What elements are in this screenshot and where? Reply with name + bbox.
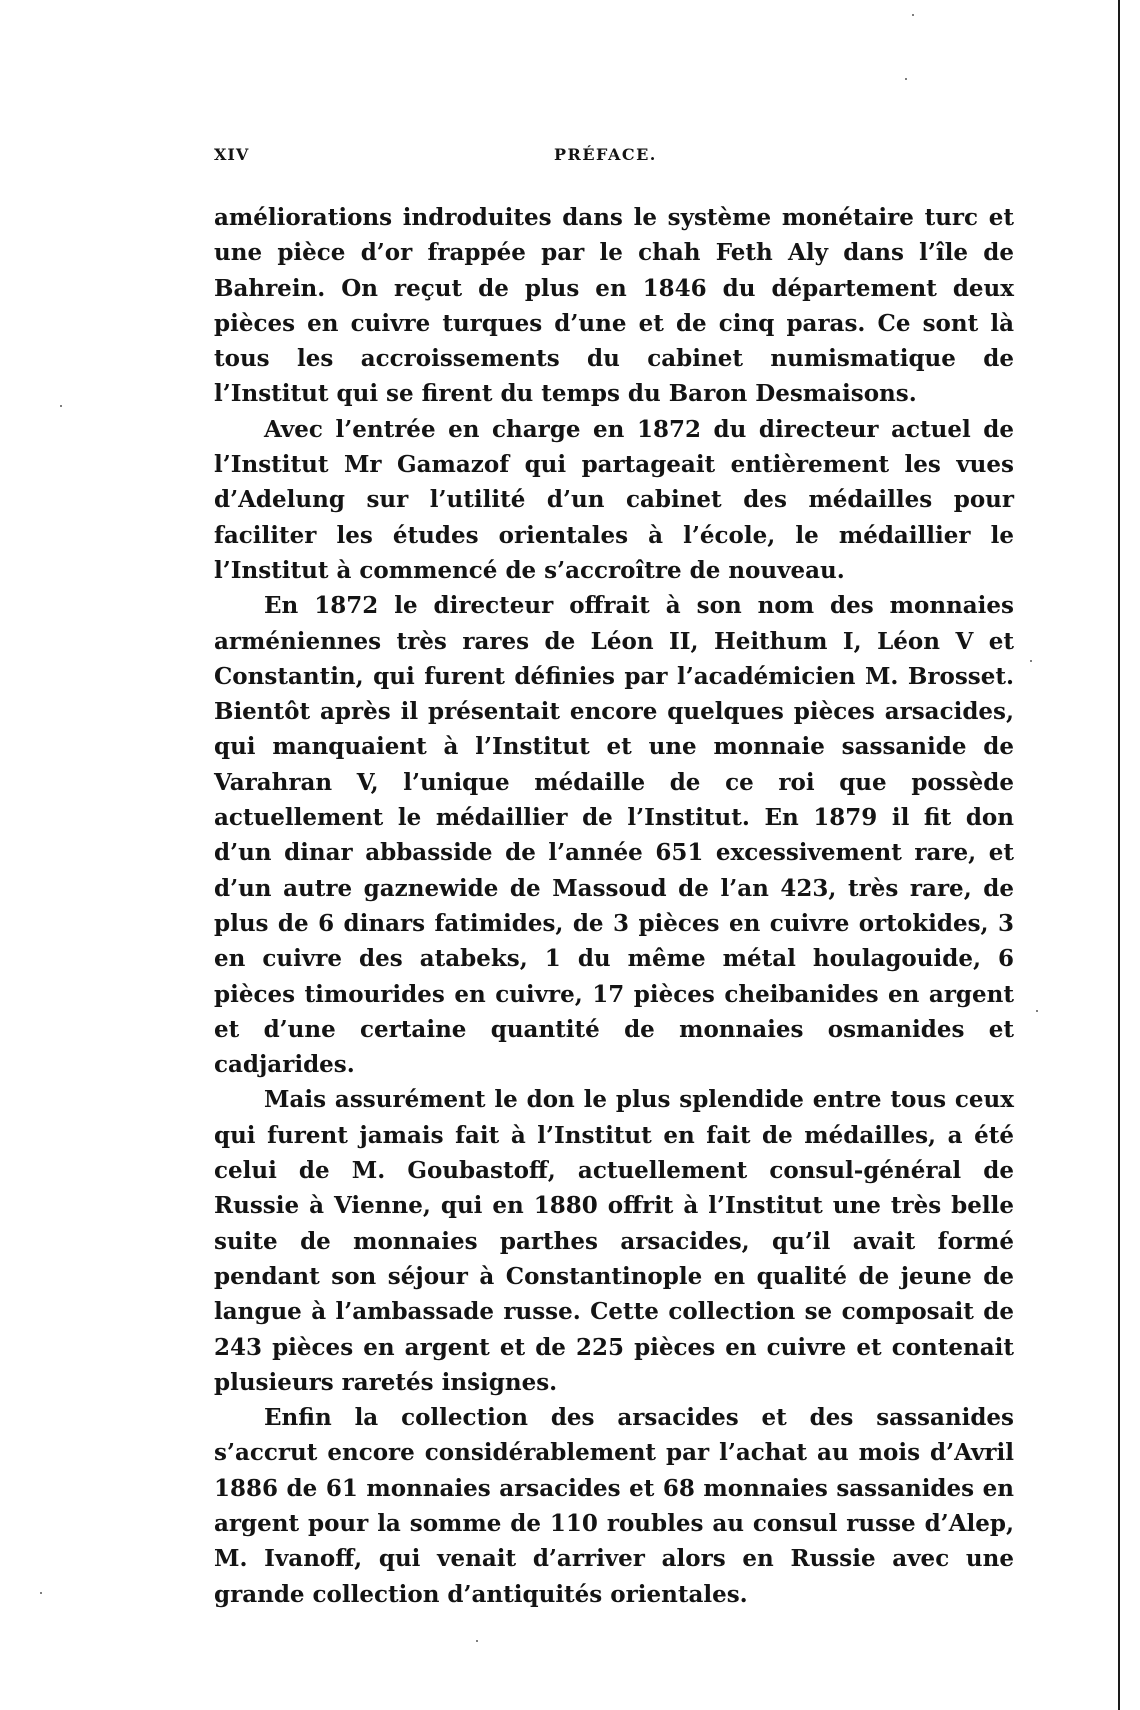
paragraph-2: Avec l’entrée en charge en 1872 du directeur actuel de l’Institut Mr Gamazof qui partageait entièrement les vues d’Adelung sur l’utilité d’un cabinet des médailles pour faciliter les études orientales à l’école, le médaillier le l’Institut à commencé de s’accroître de nouveau.: [214, 415, 1014, 584]
page-header: [214, 145, 1014, 173]
page-number: XIV: [214, 145, 250, 164]
scan-speck: [60, 405, 62, 407]
body-text: [214, 200, 1014, 1612]
scan-speck: [476, 1640, 478, 1642]
scan-speck: [1036, 1010, 1038, 1012]
scan-speck: [905, 78, 907, 80]
paragraph-5: Enfin la collection des arsacides et des sassanides s’accrut encore considérablement par l’achat au mois d’Avril 1886 de 61 monnaies arsacides et 68 monnaies sassanides en argent pour la somme de 110 roubles au consul russe d’Alep, M. Ivanoff, qui venait d’arriver alors en Russie avec une grande collection d’antiquités orientales.: [214, 1404, 1014, 1608]
scan-speck: [912, 14, 914, 16]
scan-speck: [1030, 660, 1032, 662]
scan-speck: [40, 1592, 42, 1594]
paragraph-1: améliorations indroduites dans le système monétaire turc et une pièce d’or frappée par le chah Feth Aly dans l’île de Bahrein. On reçut de plus en 1846 du département deux pièces en cuivre turques d’une et de cinq paras. Ce sont là tous les accroissements du cabinet numismatique de l’Institut qui se firent du temps du Baron Desmaisons.: [214, 204, 1014, 408]
running-title: PRÉFACE.: [554, 145, 657, 164]
paragraph-4: Mais assurément le don le plus splendide entre tous ceux qui furent jamais fait à l’Institut en fait de médailles, a été celui de M. Goubastoff, actuellement consul-général de Russie à Vienne, qui en 1880 offrit à l’Institut une très belle suite de monnaies parthes arsacides, qu’il avait formé pendant son séjour à Constantinople en qualité de jeune de langue à l’ambassade russe. Cette collection se composait de 243 pièces en argent et de 225 pièces en cuivre et contenait plusieurs raretés insignes.: [214, 1086, 1014, 1396]
paragraph-3: En 1872 le directeur offrait à son nom des monnaies arméniennes très rares de Léon II, Heithum I, Léon V et Constantin, qui furent définies par l’académicien M. Brosset. Bientôt après il présentait encore quelques pièces arsacides, qui manquaient à l’Institut et une monnaie sassanide de Varahran V, l’unique médaille de ce roi que possède actuellement le médaillier de l’Institut. En 1879 il fit don d’un dinar abbasside de l’année 651 excessivement rare, et d’un autre gaznewide de Massoud de l’an 423, très rare, de plus de 6 dinars fatimides, de 3 pièces en cuivre ortokides, 3 en cuivre des atabeks, 1 du même métal houlagouide, 6 pièces timourides en cuivre, 17 pièces cheibanides en argent et d’une certaine quantité de monnaies osmanides et cadjarides.: [214, 592, 1014, 1079]
page-edge-line: [1118, 0, 1120, 1710]
